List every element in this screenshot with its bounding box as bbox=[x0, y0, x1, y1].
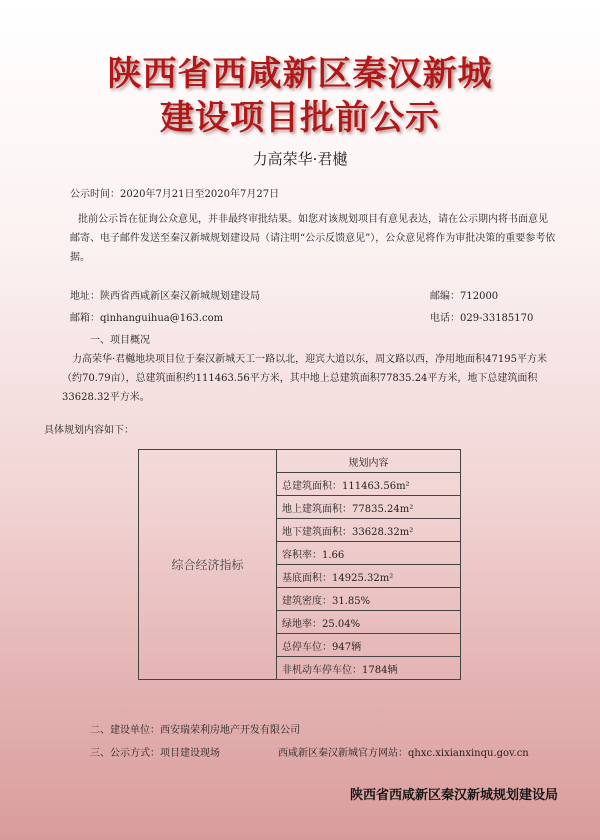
contact-address: 地址：陕西省西咸新区秦汉新城规划建设局 bbox=[70, 291, 260, 302]
plan-above-ground-area: 地上建筑面积：77835.24m² bbox=[277, 496, 461, 519]
plan-building-density: 建筑密度：31.85% bbox=[277, 588, 461, 611]
contact-phone: 电话：029-33185170 bbox=[430, 313, 534, 324]
plan-green-ratio: 绿地率：25.04% bbox=[277, 611, 461, 634]
plan-table-header: 规划内容 bbox=[277, 450, 461, 473]
contact-postcode: 邮编：712000 bbox=[430, 291, 499, 302]
table-row bbox=[139, 450, 461, 473]
website-url[interactable]: qhxc.xixianxinqu.gov.cn bbox=[408, 748, 529, 759]
plan-underground-area: 地下建筑面积：33628.32m² bbox=[277, 519, 461, 542]
website-label: 西咸新区秦汉新城官方网站： bbox=[278, 748, 408, 759]
plan-base-area: 基底面积：14925.32m² bbox=[277, 565, 461, 588]
project-name: 力高荣华·君樾 bbox=[252, 150, 348, 168]
plan-table-label: 综合经济指标 bbox=[139, 450, 277, 680]
plan-table bbox=[138, 449, 461, 680]
section-3 bbox=[90, 747, 220, 761]
section-2-label: 二、建设单位： bbox=[90, 725, 160, 736]
notice-intro: 批前公示旨在征询公众意见，并非最终审批结果。如您对该规划项目有意见表达，请在公示期内将书面意见邮寄、电子邮件发送至秦汉新城规划建设局（请注明“公示反馈意见”），公众意见将作为审批决策的重要参考依据。 bbox=[70, 214, 556, 263]
plan-plot-ratio: 容积率：1.66 bbox=[277, 542, 461, 565]
developer-name: 西安瑞荣利房地产开发有限公司 bbox=[160, 725, 300, 736]
plan-total-area: 总建筑面积：111463.56m² bbox=[277, 473, 461, 496]
section-1-body: 力高荣华·君樾地块项目位于秦汉新城天工一路以北，迎宾大道以东，周文路以西，净用地面积47195平方米（约70.79亩），总建筑面积约111463.56平方米，其中地上总建筑面积77835.24平方米，地下总建筑面积33628.32平方米。 bbox=[62, 354, 547, 403]
contact-email[interactable]: 邮箱：qinhanguihua@163.com bbox=[70, 313, 224, 324]
section-2 bbox=[90, 724, 300, 738]
plan-parking-spaces: 总停车位：947辆 bbox=[277, 634, 461, 657]
issuing-authority: 陕西省西咸新区秦汉新城规划建设局 bbox=[349, 788, 558, 803]
plan-intro: 具体规划内容如下： bbox=[44, 425, 134, 436]
plan-bike-parking: 非机动车停车位：1784辆 bbox=[277, 657, 461, 680]
notice-time: 公示时间：2020年7月21日至2020年7月27日 bbox=[70, 189, 280, 200]
section-1-heading: 一、项目概况 bbox=[90, 335, 150, 346]
publicity-method: 项目建设现场 bbox=[160, 748, 220, 759]
title-line-2: 建设项目批前公示 bbox=[160, 98, 440, 138]
title-line-1: 陕西省西咸新区秦汉新城 bbox=[107, 54, 493, 94]
official-website bbox=[278, 747, 529, 761]
section-3-label: 三、公示方式： bbox=[90, 748, 160, 759]
